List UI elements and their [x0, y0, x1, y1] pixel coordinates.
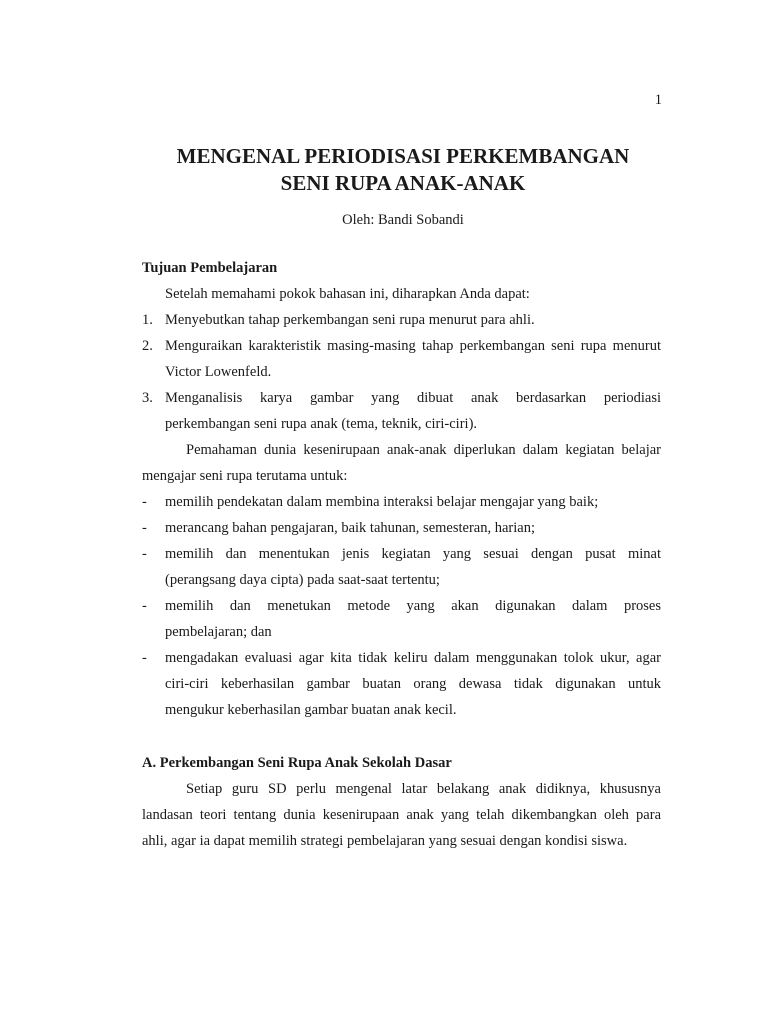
title-line-2: SENI RUPA ANAK-ANAK — [280, 171, 526, 195]
objectives-intro: Setelah memahami pokok bahasan ini, diharapkan Anda dapat: — [165, 286, 530, 302]
objective-text: Menyebutkan tahap perkembangan seni rupa menurut para ahli. — [165, 312, 535, 328]
objective-text-line: Menganalisis karya gambar yang dibuat anak berdasarkan periodiasi — [165, 390, 661, 406]
bullet-text: merancang bahan pengajaran, baik tahunan, semesteran, harian; — [165, 520, 535, 536]
objective-item — [142, 333, 661, 385]
paragraph-line: landasan teori tentang dunia kesenirupaan anak yang telah dikembangkan oleh para — [142, 807, 661, 823]
paragraph-line: Pemahaman dunia kesenirupaan anak-anak diperlukan dalam kegiatan belajar — [186, 442, 661, 458]
bullet-marker: - — [142, 520, 147, 536]
bullet-item — [142, 515, 661, 541]
section-heading-a: A. Perkembangan Seni Rupa Anak Sekolah Dasar — [142, 755, 452, 771]
page-number: 1 — [654, 92, 662, 108]
bullet-marker: - — [142, 546, 147, 562]
bullet-text-line: pembelajaran; dan — [165, 624, 272, 640]
paragraph-line: Setiap guru SD perlu mengenal latar belakang anak didiknya, khususnya — [186, 781, 661, 797]
list-marker: 2. — [142, 338, 153, 354]
document-body — [142, 255, 661, 854]
list-marker: 1. — [142, 312, 153, 328]
objective-text-line: Menguraikan karakteristik masing-masing tahap perkembangan seni rupa menurut — [165, 338, 661, 354]
bullet-item — [142, 645, 661, 723]
bullet-marker: - — [142, 598, 147, 614]
bullet-text: memilih pendekatan dalam membina interaksi belajar mengajar yang baik; — [165, 494, 599, 510]
title-line-1: MENGENAL PERIODISASI PERKEMBANGAN — [176, 144, 630, 168]
bullet-text-line: memilih dan menetukan metode yang akan digunakan dalam proses — [165, 598, 661, 614]
bullet-marker: - — [142, 494, 147, 510]
author-line: Oleh: Bandi Sobandi — [342, 212, 464, 228]
section-spacer — [142, 723, 661, 750]
bullet-text-line: (perangsang daya cipta) pada saat-saat tertentu; — [165, 572, 440, 588]
bullet-text-line: mengukur keberhasilan gambar buatan anak kecil. — [165, 702, 457, 718]
paragraph-line: mengajar seni rupa terutama untuk: — [142, 468, 348, 484]
bullet-text-line: memilih dan menentukan jenis kegiatan yang sesuai dengan pusat minat — [165, 546, 661, 562]
bullet-item — [142, 541, 661, 593]
objective-text-line: perkembangan seni rupa anak (tema, teknik, ciri-ciri). — [165, 416, 478, 432]
bullet-item — [142, 489, 661, 515]
bullet-text-line: mengadakan evaluasi agar kita tidak keliru dalam menggunakan tolok ukur, agar — [165, 650, 661, 666]
section-heading-tujuan: Tujuan Pembelajaran — [142, 260, 278, 276]
paragraph-line: ahli, agar ia dapat memilih strategi pembelajaran yang sesuai dengan kondisi siswa. — [142, 833, 628, 849]
bullet-text-line: ciri-ciri keberhasilan gambar buatan orang dewasa tidak digunakan untuk — [165, 676, 661, 692]
bullet-marker: - — [142, 650, 147, 666]
bullet-item — [142, 593, 661, 645]
objective-item — [142, 385, 661, 437]
list-marker: 3. — [142, 390, 153, 406]
objective-item — [142, 307, 661, 333]
document-title — [0, 143, 768, 197]
objective-text-line: Victor Lowenfeld. — [165, 364, 272, 380]
